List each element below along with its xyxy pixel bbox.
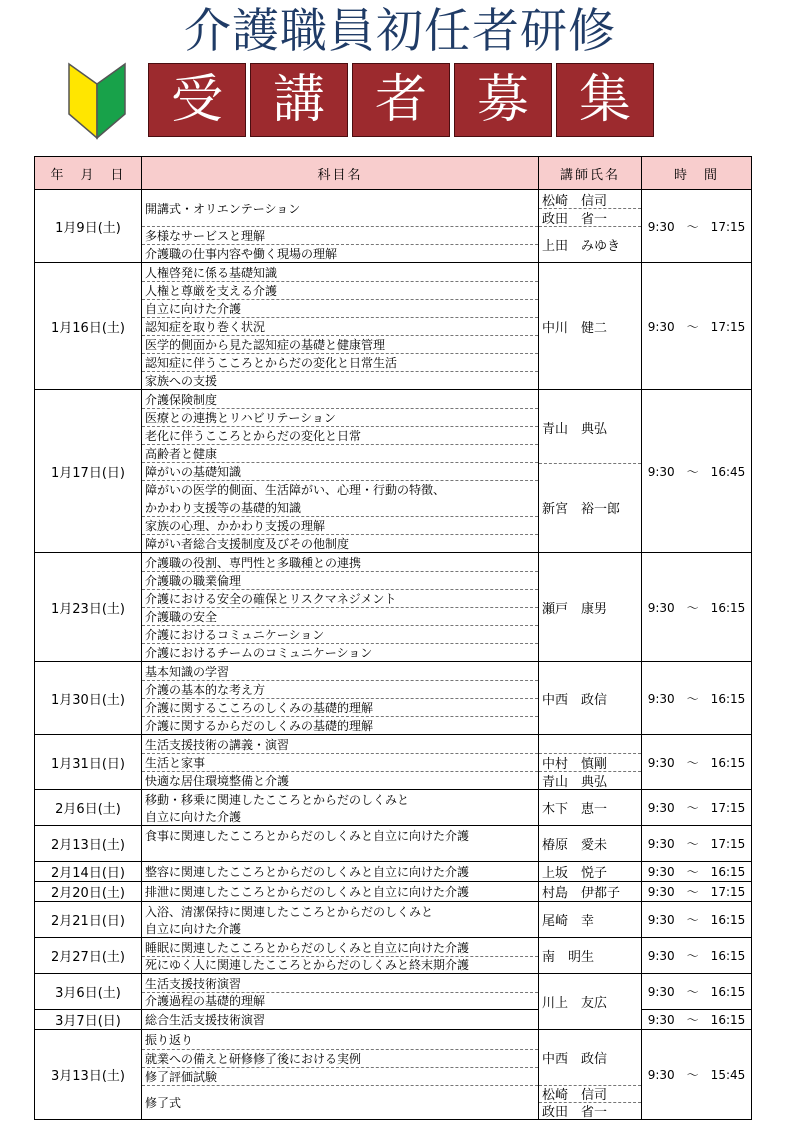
subject-cell [142,735,539,790]
date-cell: 1月30日(土) [35,662,142,735]
table-header-row [35,157,752,190]
subject-line: 介護に関するからだのしくみの基礎的理解 [142,716,538,734]
subject-line: 障がい者総合支援制度及びその他制度 [142,534,538,552]
subject-line: 障がいの基礎知識 [142,462,538,480]
subject-cell [142,862,539,882]
time-cell: 9:30 ～ 15:45 [642,1030,752,1120]
subject-line: 介護におけるチームのコミュニケーション [142,643,538,661]
instructor-line: 村島 伊都子 [542,886,621,901]
subject-cell [142,790,539,826]
instructor-cell [539,826,642,862]
header-subject: 科目名 [142,157,539,190]
instructor-cell [539,938,642,974]
time-cell: 9:30 ～ 16:15 [642,974,752,1010]
date-cell: 3月13日(土) [35,1030,142,1120]
date-cell: 1月16日(土) [35,263,142,390]
time-cell: 9:30 ～ 16:15 [642,902,752,938]
subject-line: 死にゆく人に関連したこころとからだのしくみと終末期介護 [142,956,538,973]
instructor-cell [539,263,642,390]
instructor-cell [539,190,642,263]
date-cell: 2月14日(日) [35,862,142,882]
subject-line: 自立に向けた介護 [142,299,538,317]
time-cell: 9:30 ～ 16:15 [642,938,752,974]
date-cell: 2月20日(土) [35,882,142,902]
subject-line: 介護職の役割、専門性と多職種との連携 [145,555,362,570]
time-cell: 9:30 ～ 17:15 [642,190,752,263]
subject-line: 介護職の安全 [142,607,538,625]
subject-line: 基本知識の学習 [145,664,230,679]
subject-cell [142,553,539,662]
subject-line: 排泄に関連したこころとからだのしくみと自立に向けた介護 [145,885,470,899]
subject-cell [142,1030,539,1120]
subject-line: 移動・移乗に関連したこころとからだのしくみと [145,792,410,807]
banner-char: 講 [250,63,348,137]
subject-line: 就業への備えと研修修了後における実例 [142,1049,538,1067]
subject-line: 人権と尊厳を支える介護 [142,281,538,299]
subject-cell [142,974,539,1010]
instructor-cell [539,902,642,938]
subject-line: 総合生活支援技術演習 [145,1013,266,1027]
subject-line: 介護に関するこころのしくみの基礎的理解 [142,698,538,716]
subject-line: 修了式 [142,1085,538,1119]
instructor-line: 中西 政信 [542,1052,608,1067]
subject-cell [142,390,539,553]
subject-line: 介護の基本的な考え方 [142,680,538,698]
subject-line: 介護過程の基礎的理解 [142,992,538,1009]
instructor-line: 青山 典弘 [539,771,641,789]
date-cell: 2月27日(土) [35,938,142,974]
subject-line: 認知症に伴うこころとからだの変化と日常生活 [142,353,538,371]
date-cell: 3月6日(土) [35,974,142,1010]
schedule-table [34,156,752,1120]
subject-cell [142,938,539,974]
subject-line: 生活支援技術演習 [145,976,242,991]
table-row [35,862,752,882]
subject-line: 人権啓発に係る基礎知識 [145,265,278,280]
date-cell: 2月21日(日) [35,902,142,938]
instructor-cell [539,553,642,662]
instructor-line: 南 明生 [542,950,595,965]
beginner-mark-icon [65,58,129,142]
instructor-line: 政田 省一 [539,208,641,226]
instructor-line: 中西 政信 [542,692,608,708]
instructor-line: 上坂 悦子 [542,866,608,881]
instructor-cell [539,790,642,826]
date-cell: 3月7日(日) [35,1010,142,1030]
table-row [35,263,752,390]
instructor-line: 椿原 愛未 [542,838,608,853]
subject-line: 食事に関連したこころとからだのしくみと自立に向けた介護 [145,828,470,843]
subject-line: 障がいの医学的側面、生活障がい、心理・行動の特徴、 [142,480,538,498]
subject-line: 生活と家事 [142,753,538,771]
subject-line: 快適な居住環境整備と介護 [142,771,538,789]
subject-line: 医療との連携とリハビリテーション [142,408,538,426]
banner-char: 集 [556,63,654,137]
time-cell: 9:30 ～ 17:15 [642,263,752,390]
subject-line: 介護職の職業倫理 [142,571,538,589]
subject-line: かかわり支援等の基礎的知識 [145,500,302,515]
subject-line: 睡眠に関連したこころとからだのしくみと自立に向けた介護 [145,940,470,955]
instructor-line: 川上 友広 [542,996,608,1011]
table-row [35,662,752,735]
subject-line: 多様なサービスと理解 [142,226,538,244]
subject-line: 入浴、清潔保持に関連したこころとからだのしくみと [145,904,434,919]
time-cell: 9:30 ～ 17:15 [642,882,752,902]
subject-line: 高齢者と健康 [142,444,538,462]
instructor-line: 中村 慎剛 [539,753,641,771]
banner-char: 募 [454,63,552,137]
instructor-cell [539,390,642,553]
time-cell: 9:30 ～ 16:45 [642,390,752,553]
instructor-cell [539,882,642,902]
table-row [35,735,752,790]
table-row [35,1030,752,1120]
subject-line: 医学的側面から見た認知症の基礎と健康管理 [142,335,538,353]
subject-line: 家族の心理、かかわり支援の理解 [142,516,538,534]
instructor-line: 政田 省一 [539,1102,641,1119]
instructor-cell [539,662,642,735]
subject-line: 整容に関連したこころとからだのしくみと自立に向けた介護 [145,865,470,879]
table-row [35,553,752,662]
time-cell: 9:30 ～ 17:15 [642,826,752,862]
table-row [35,902,752,938]
header-instructor: 講師氏名 [539,157,642,190]
time-cell: 9:30 ～ 17:15 [642,790,752,826]
time-cell: 9:30 ～ 16:15 [642,1010,752,1030]
table-row [35,938,752,974]
subject-line: 介護におけるコミュニケーション [142,625,538,643]
time-cell: 9:30 ～ 16:15 [642,735,752,790]
subject-line: 開講式・オリエンテーション [145,201,301,216]
time-cell: 9:30 ～ 16:15 [642,553,752,662]
table-row [35,790,752,826]
instructor-line: 木下 恵一 [542,802,608,817]
instructor-line [539,735,641,753]
subject-cell [142,263,539,390]
subject-line: 介護における安全の確保とリスクマネジメント [142,589,538,607]
instructor-line: 新宮 裕一郎 [539,463,641,551]
instructor-line: 青山 典弘 [542,421,608,437]
date-cell: 1月9日(土) [35,190,142,263]
date-cell: 2月6日(土) [35,790,142,826]
subject-cell [142,826,539,862]
subject-cell [142,1010,539,1030]
time-cell: 9:30 ～ 16:15 [642,662,752,735]
banner-char: 者 [352,63,450,137]
banner-char: 受 [148,63,246,137]
date-cell: 1月23日(土) [35,553,142,662]
subject-line: 自立に向けた介護 [145,809,242,824]
subject-line: 認知症を取り巻く状況 [142,317,538,335]
date-cell: 1月17日(日) [35,390,142,553]
recruitment-banner [148,63,658,137]
subject-cell [142,902,539,938]
subject-line: 家族への支援 [142,371,538,389]
instructor-line: 中川 健二 [542,320,608,336]
table-row [35,826,752,862]
subject-line: 介護職の仕事内容や働く現場の理解 [142,244,538,262]
subject-line: 修了評価試験 [142,1067,538,1085]
instructor-cell [539,862,642,882]
table-row [35,390,752,553]
header-date: 年 月 日 [35,157,142,190]
table-row [35,190,752,263]
table-row [35,974,752,1010]
instructor-line: 瀬戸 康男 [542,601,608,617]
subject-line: 自立に向けた介護 [145,921,242,936]
date-cell: 1月31日(日) [35,735,142,790]
instructor-cell [539,735,642,790]
page-title: 介護職員初任者研修 [184,4,616,59]
instructor-line: 上田 みゆき [539,226,641,262]
table-row [35,1010,752,1030]
time-cell: 9:30 ～ 16:15 [642,862,752,882]
subject-cell [142,662,539,735]
subject-line: 老化に伴うこころとからだの変化と日常 [142,426,538,444]
subject-line: 介護保険制度 [145,392,218,407]
subject-cell [142,190,539,263]
instructor-line: 松崎 信司 [542,193,608,209]
instructor-cell [539,974,642,1030]
instructor-cell [539,1030,642,1120]
subject-line: 生活支援技術の講義・演習 [145,737,290,752]
header-time: 時 間 [642,157,752,190]
date-cell: 2月13日(土) [35,826,142,862]
instructor-line: 松崎 信司 [539,1085,641,1102]
table-row [35,882,752,902]
subject-cell [142,882,539,902]
subject-line: 振り返り [145,1033,194,1047]
instructor-line: 尾崎 幸 [542,914,595,929]
